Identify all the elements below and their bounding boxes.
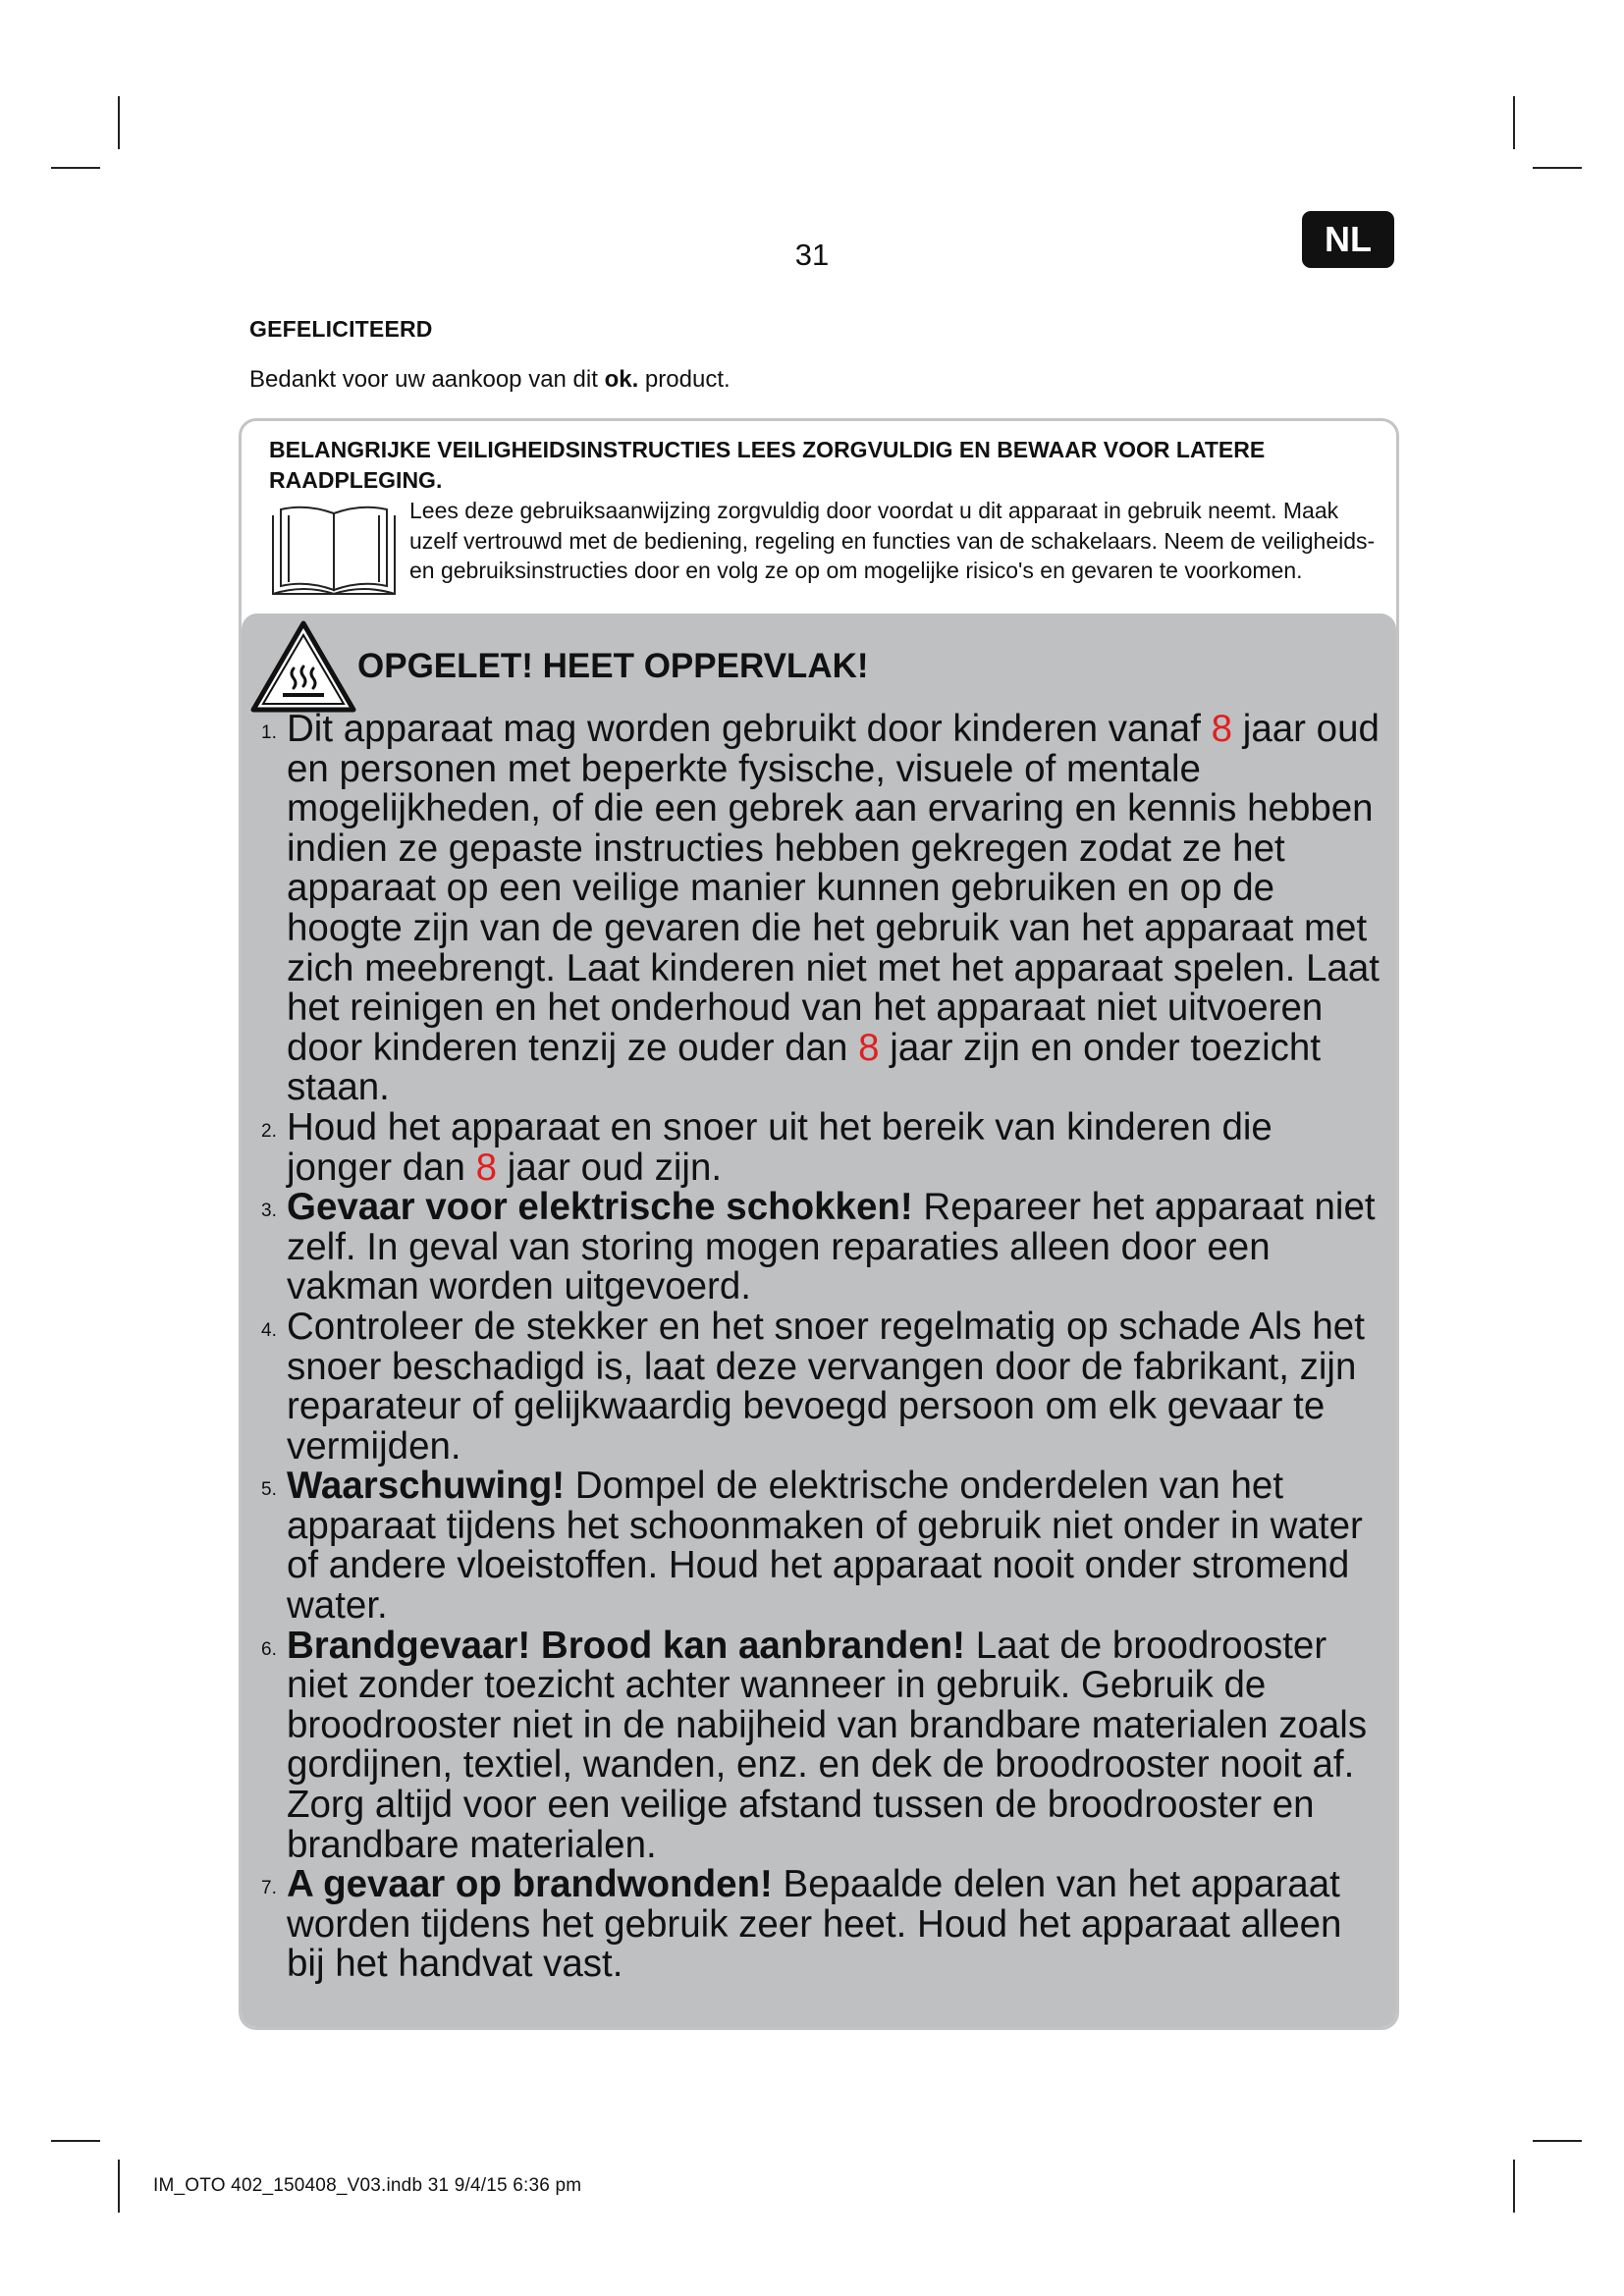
instruction-item-3 [261, 1188, 1380, 1308]
crop-mark-bottom-right-vertical [1513, 2160, 1515, 2213]
instruction-item-5 [261, 1467, 1380, 1626]
brand-name: ok. [604, 366, 639, 393]
item-bold-lead: Gevaar voor elektrische schokken! [287, 1186, 913, 1229]
thanks-text-after: product. [638, 366, 731, 393]
crop-mark-bottom-left-horizontal [51, 2140, 100, 2142]
item-text: Houd het apparaat en snoer uit het bereik van kinderen die jonger dan [287, 1105, 1272, 1189]
instruction-item-6 [261, 1624, 1380, 1866]
instruction-item-1 [261, 710, 1380, 1108]
thanks-line [249, 366, 731, 394]
warning-title: OPGELET! HEET OPPERVLAK! [357, 647, 869, 685]
age-value: 8 [858, 1026, 880, 1069]
item-number: 6. [261, 1638, 277, 1660]
item-bold-lead: Brandgevaar! Brood kan aanbranden! [287, 1624, 966, 1667]
age-value: 8 [1211, 708, 1233, 750]
instruction-item-4 [261, 1305, 1380, 1468]
item-text: Dit apparaat mag worden gebruikt door kinderen vanaf [287, 708, 1212, 750]
item-text: jaar oud zijn. [497, 1146, 723, 1189]
safety-box-title: BELANGRIJKE VEILIGHEIDSINSTRUCTIES LEES ZORGVULDIG EN BEWAAR VOOR LATERE RAADPLEGING. [269, 437, 1266, 493]
crop-mark-top-left-vertical [118, 96, 120, 149]
item-number: 5. [261, 1479, 277, 1501]
open-book-icon [269, 502, 399, 598]
item-text: Dompel de elektrische onderdelen van het apparaat tijdens het schoonmaken of gebruik niet onder in water of andere vloeistoffen. Houd het apparaat nooit onder stromend water. [287, 1465, 1363, 1628]
item-text: Controleer de stekker en het snoer regelmatig op schade Als het snoer beschadigd is, laat deze vervangen door de fabrikant, zijn reparateur of gelijkwaardig bevoegd persoon om elk gevaar te vermijden. [287, 1305, 1365, 1468]
print-slug: IM_OTO 402_150408_V03.indb 31 9/4/15 6:36 pm [153, 2175, 582, 2196]
safety-instruction-list [261, 710, 1380, 1985]
item-text: jaar oud en personen met beperkte fysische, visuele of mentale mogelijkheden, of die een gebrek aan ervaring en kennis hebben indien ze gepaste instructies hebben gekregen zodat ze het apparaat op een veilige manier kunnen gebruiken en op de hoogte zijn van de gevaren die het gebruik van het apparaat met zich meebrengt. Laat kinderen niet met het apparaat spelen. Laat het reinigen en het onderhoud van het apparaat niet uitvoeren door kinderen tenzij ze ouder dan [287, 708, 1380, 1069]
crop-mark-bottom-left-vertical [118, 2160, 120, 2213]
item-bold-lead: A gevaar op brandwonden! [287, 1863, 773, 1906]
item-text: Bepaalde delen van het apparaat worden tijdens het gebruik zeer heet. Houd het apparaat alleen bij het handvat vast. [287, 1863, 1342, 1986]
safety-instructions-box [239, 418, 1399, 2030]
item-text: Repareer het apparaat niet zelf. In geval van storing mogen reparaties alleen door een vakman worden uitgevoerd. [287, 1186, 1376, 1308]
page-number: 31 [794, 238, 830, 272]
crop-mark-top-right-horizontal [1533, 167, 1582, 169]
age-value: 8 [475, 1146, 498, 1189]
greeting-heading: GEFELICITEERD [249, 316, 433, 342]
safety-box-intro: Lees deze gebruiksaanwijzing zorgvuldig door voordat u dit apparaat in gebruik neemt. Maak uzelf vertrouwd met de bediening, regeling en functies van de schakelaars. Neem de veiligheids- en gebruiksinstructies door en volg ze op om mogelijke risico's en gevaren te voorkomen. [409, 498, 1376, 583]
thanks-text-before: Bedankt voor uw aankoop van dit [249, 366, 605, 393]
instruction-item-7 [261, 1865, 1380, 1985]
instruction-item-2 [261, 1105, 1380, 1189]
item-number: 3. [261, 1201, 277, 1222]
item-bold-lead: Waarschuwing! [287, 1465, 566, 1508]
item-number: 2. [261, 1120, 277, 1142]
item-number: 4. [261, 1319, 277, 1341]
crop-mark-bottom-right-horizontal [1533, 2140, 1582, 2142]
item-text: Laat de broodrooster niet zonder toezicht achter wanneer in gebruik. Gebruik de broodrooster niet in de nabijheid van brandbare materialen zoals gordijnen, textiel, wanden, enz. en dek de broodrooster nooit af. Zorg altijd voor een veilige afstand tussen de broodrooster en brandbare materialen. [287, 1624, 1368, 1866]
language-badge: NL [1302, 211, 1394, 268]
crop-mark-top-right-vertical [1513, 96, 1515, 149]
item-text: jaar zijn en onder toezicht staan. [287, 1026, 1322, 1109]
item-number: 1. [261, 722, 277, 743]
hot-surface-warning-icon [249, 619, 357, 714]
warning-panel [242, 614, 1396, 2027]
crop-mark-top-left-horizontal [51, 167, 100, 169]
item-number: 7. [261, 1878, 277, 1899]
